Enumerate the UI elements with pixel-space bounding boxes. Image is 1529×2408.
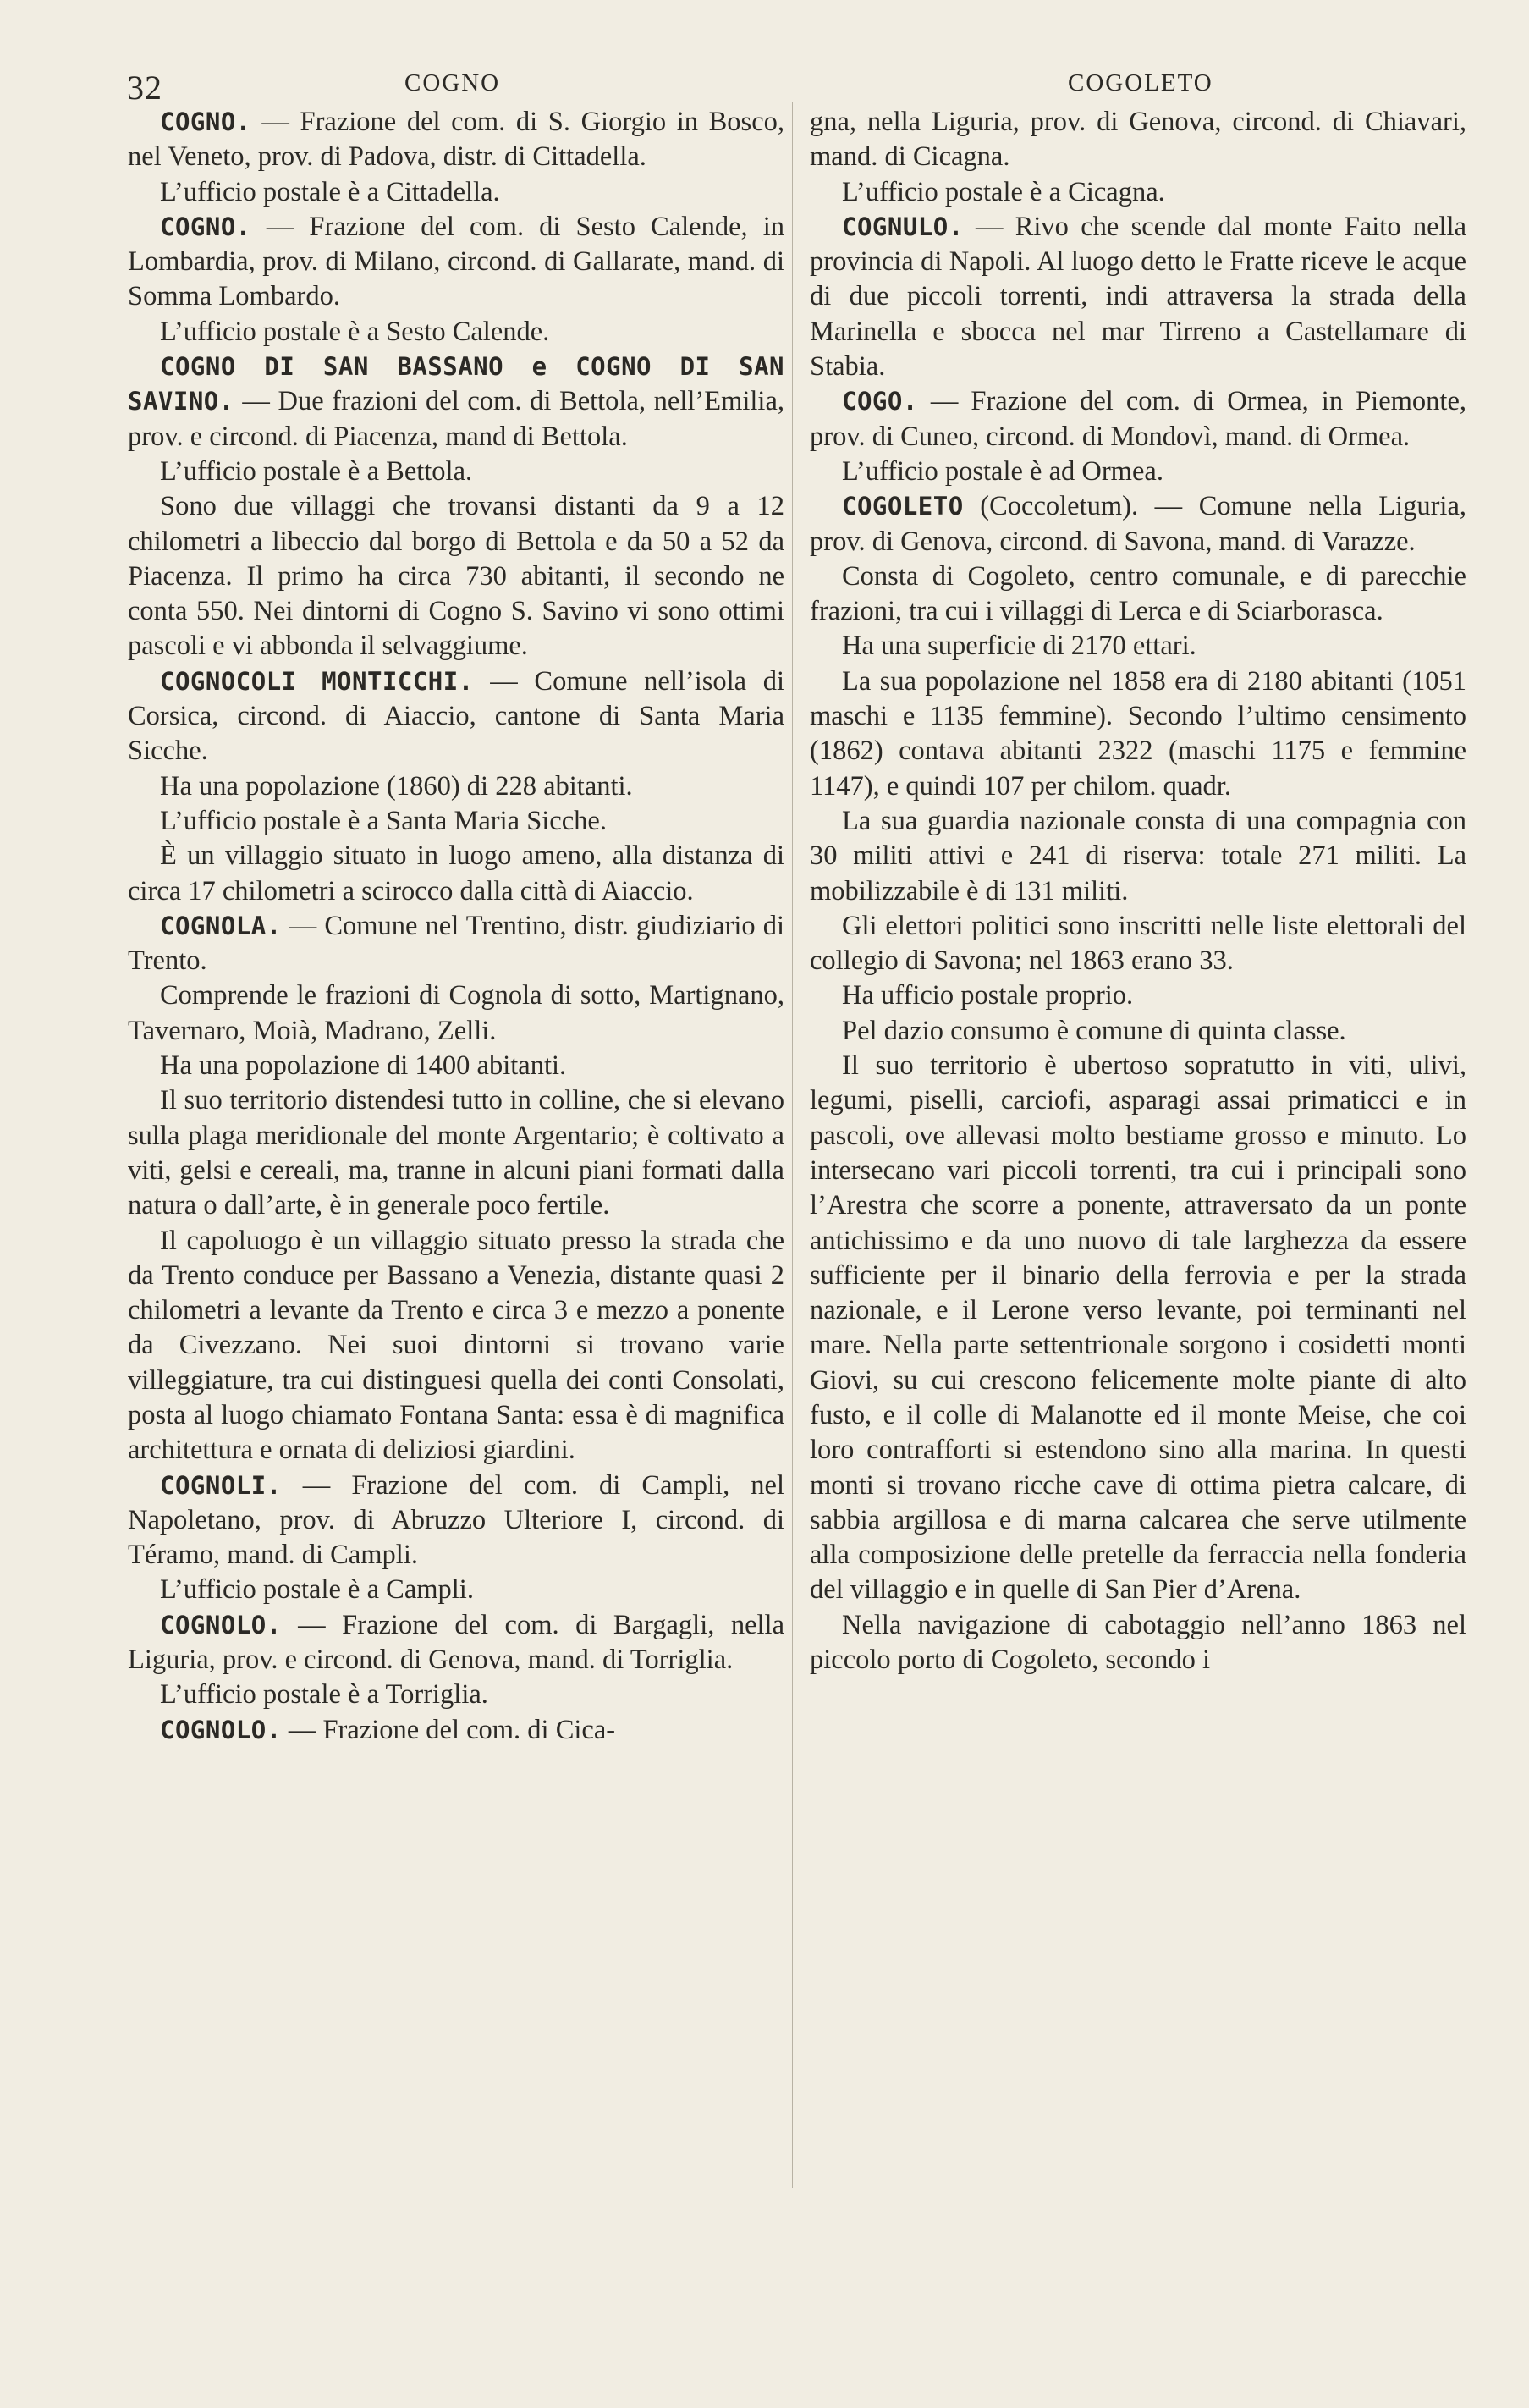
dictionary-entry [128, 350, 784, 455]
dictionary-entry [128, 105, 784, 175]
dictionary-entry [810, 210, 1466, 384]
entry-text: L’ufficio postale è a Campli. [160, 1574, 474, 1606]
entry-headword: COGNULO. [842, 212, 964, 241]
dictionary-entry [128, 909, 784, 979]
dictionary-entry [128, 664, 784, 769]
paragraph [128, 1573, 784, 1607]
paragraph [128, 1049, 784, 1083]
entry-text: Comprende le frazioni di Cognola di sotto, Martignano, Tavernaro, Moià, Madrano, Zelli. [128, 980, 784, 1046]
entry-text: — Comune nel Trentino, distr. giudiziario di Trento. [128, 910, 784, 977]
entry-text: L’ufficio postale è a Sesto Calende. [160, 316, 550, 347]
entry-text: La sua guardia nazionale consta di una compagnia con 30 militi attivi e 241 di riserva: totale 271 militi. La mobilizzabile è di 131 militi. [810, 805, 1466, 906]
entry-text: Consta di Cogoleto, centro comunale, e di parecchie frazioni, tra cui i villaggi di Lerca e di Sciarborasca. [810, 560, 1466, 627]
paragraph [128, 769, 784, 804]
dictionary-entry [128, 1468, 784, 1573]
entry-text: — Frazione del com. di Ormea, in Piemonte, prov. di Cuneo, circond. di Mondovì, mand. di Ormea. [810, 386, 1466, 452]
entry-headword: COGNOLO. [160, 1610, 282, 1639]
entry-text: Ha una popolazione (1860) di 228 abitanti. [160, 770, 633, 802]
entry-text: Nella navigazione di cabotaggio nell’anno 1863 nel piccolo porto di Cogoleto, secondo i [810, 1609, 1466, 1676]
entry-text: — Frazione del com. di Sesto Calende, in Lombardia, prov. di Milano, circond. di Gallarate, mand. di Somma Lombardo. [128, 211, 784, 312]
entry-text: gna, nella Liguria, prov. di Genova, circond. di Chiavari, mand. di Cicagna. [810, 107, 1466, 173]
entry-text: — Frazione del com. di S. Giorgio in Bosco, nel Veneto, prov. di Padova, distr. di Cittadella. [128, 107, 784, 173]
dictionary-entry [128, 210, 784, 315]
paragraph [810, 664, 1466, 804]
entry-text: Il capoluogo è un villaggio situato presso la strada che da Trento conduce per Bassano a Venezia, distante quasi 2 chilometri a levante da Trento e circa 3 e mezzo a ponente da Civezzano. Nei suoi dintorni si trovano varie villeggiature, tra cui distinguesi quella dei conti Consolati, posta al luogo chiamato Fontana Santa: essa è di magnifica architettura e ornata di deliziosi giardini. [128, 1225, 784, 1466]
entry-text: — Rivo che scende dal monte Faito nella provincia di Napoli. Al luogo detto le Fratte riceve le acque di due piccoli torrenti, indi attraversa la strada della Marinella e sbocca nel mar Tirreno a Castellamare di Stabia. [810, 211, 1466, 383]
dictionary-entry [810, 489, 1466, 559]
paragraph [810, 629, 1466, 664]
entry-text: Pel dazio consumo è comune di quinta classe. [842, 1015, 1346, 1046]
paragraph [810, 105, 1466, 175]
paragraph [810, 559, 1466, 630]
paragraph [128, 1083, 784, 1223]
paragraph [810, 804, 1466, 909]
entry-text: L’ufficio postale è ad Ormea. [842, 455, 1163, 487]
entry-text: La sua popolazione nel 1858 era di 2180 abitanti (1051 maschi e 1135 femmine). Secondo l’ultimo censimento (1862) contava abitanti 2322 (maschi 1175 e femmine 1147), e quindi 107 per chilom. quadr. [810, 665, 1466, 802]
paragraph [810, 909, 1466, 979]
paragraph [128, 1678, 784, 1712]
entry-text: Il suo territorio distendesi tutto in colline, che si elevano sulla plaga meridionale del monte Argentario; è coltivato a viti, gelsi e cereali, ma, tranne in alcuni piani formati dalla natura o dall’arte, è in generale poco fertile. [128, 1085, 784, 1221]
paragraph [810, 1049, 1466, 1608]
entry-headword: COGNOCOLI MONTICCHI. [160, 666, 474, 696]
entry-text: L’ufficio postale è a Cittadella. [160, 176, 500, 207]
entry-headword: COGNO. [160, 212, 251, 241]
paragraph [128, 804, 784, 839]
entry-headword: COGO. [842, 387, 918, 416]
running-head-left: COGNO [404, 69, 501, 96]
entry-text: È un villaggio situato in luogo ameno, alla distanza di circa 17 chilometri a scirocco dalla città di Aiaccio. [128, 840, 784, 906]
entry-headword: COGNOLI. [160, 1470, 282, 1500]
running-head-right: COGOLETO [1068, 69, 1213, 96]
right-column [810, 105, 1466, 1678]
entry-text: (Coccoletum). — Comune nella Liguria, prov. di Genova, circond. di Savona, mand. di Varazze. [810, 491, 1466, 557]
paragraph [128, 839, 784, 909]
paragraph [810, 1608, 1466, 1678]
dictionary-entry [128, 1713, 784, 1748]
paragraph [810, 455, 1466, 489]
entry-text: — Due frazioni del com. di Bettola, nell’Emilia, prov. e circond. di Piacenza, mand di Bettola. [128, 386, 784, 452]
page-number: 32 [127, 69, 162, 107]
paragraph [810, 978, 1466, 1013]
paragraph [810, 1014, 1466, 1049]
entry-headword: COGNOLO. [160, 1715, 282, 1744]
entry-text: — Frazione del com. di Campli, nel Napoletano, prov. di Abruzzo Ulteriore I, circond. di Téramo, mand. di Campli. [128, 1469, 784, 1571]
entry-text: L’ufficio postale è a Cicagna. [842, 176, 1165, 207]
entry-text: — Comune nell’isola di Corsica, circond. di Aiaccio, cantone di Santa Maria Sicche. [128, 665, 784, 767]
paragraph [810, 175, 1466, 210]
entry-text: — Frazione del com. di Cica- [281, 1714, 616, 1745]
entry-text: L’ufficio postale è a Torriglia. [160, 1679, 488, 1711]
dictionary-entry [128, 1608, 784, 1678]
paragraph [128, 455, 784, 489]
column-divider [792, 102, 793, 2188]
dictionary-entry [810, 384, 1466, 455]
paragraph [128, 489, 784, 664]
entry-headword: COGNO DI SAN BASSANO e COGNO DI SAN SAVINO. [128, 352, 784, 416]
entry-text: L’ufficio postale è a Bettola. [160, 455, 473, 487]
entry-text: Gli elettori politici sono inscritti nelle liste elettorali del collegio di Savona; nel 1863 erano 33. [810, 910, 1466, 977]
entry-text: Sono due villaggi che trovansi distanti da 9 a 12 chilometri a libeccio dal borgo di Bettola e da 50 a 52 da Piacenza. Il primo ha circa 730 abitanti, il secondo ne conta 550. Nei dintorni di Cogno S. Savino vi sono ottimi pascoli e vi abbonda il selvaggiume. [128, 491, 784, 662]
paragraph [128, 978, 784, 1049]
entry-text: L’ufficio postale è a Santa Maria Sicche. [160, 805, 607, 836]
entry-text: Ha ufficio postale proprio. [842, 980, 1134, 1011]
entry-text: Ha una popolazione di 1400 abitanti. [160, 1050, 567, 1082]
entry-headword: COGOLETO [842, 492, 964, 521]
paragraph [128, 1224, 784, 1468]
paragraph [128, 175, 784, 210]
entry-text: Ha una superficie di 2170 ettari. [842, 631, 1196, 662]
left-column [128, 105, 784, 1748]
entry-text: Il suo territorio è ubertoso sopratutto in viti, ulivi, legumi, piselli, carciofi, asparagi assai primaticci e in pascoli, ove allevasi molto bestiame grosso e minuto. Lo intersecano vari piccoli torrenti, tra cui i principali sono l’Arestra che scorre a ponente, attraversato da un ponte antichissimo e da uno nuovo di tale larghezza da essere sufficiente per il binario della ferrovia e per la strada nazionale, e il Lerone verso levante, poi terminanti nel mare. Nella parte settentrionale sorgono i cosidetti monti Giovi, su cui crescono felicemente molte piante di alto fusto, e il colle di Malanotte ed il monte Meise, che coi loro contrafforti si estendono sino alla marina. In questi monti si trovano ricche cave di ottima pietra calcare, di sabbia argillosa e di marna calcarea che serve utilmente alla composizione delle pretelle da ferraccia nella fonderia del villaggio e in quelle di San Pier d’Arena. [810, 1050, 1466, 1606]
paragraph [128, 315, 784, 350]
entry-headword: COGNOLA. [160, 911, 282, 940]
entry-headword: COGNO. [160, 107, 251, 136]
entry-text: — Frazione del com. di Bargagli, nella Liguria, prov. e circond. di Genova, mand. di Torriglia. [128, 1609, 784, 1676]
